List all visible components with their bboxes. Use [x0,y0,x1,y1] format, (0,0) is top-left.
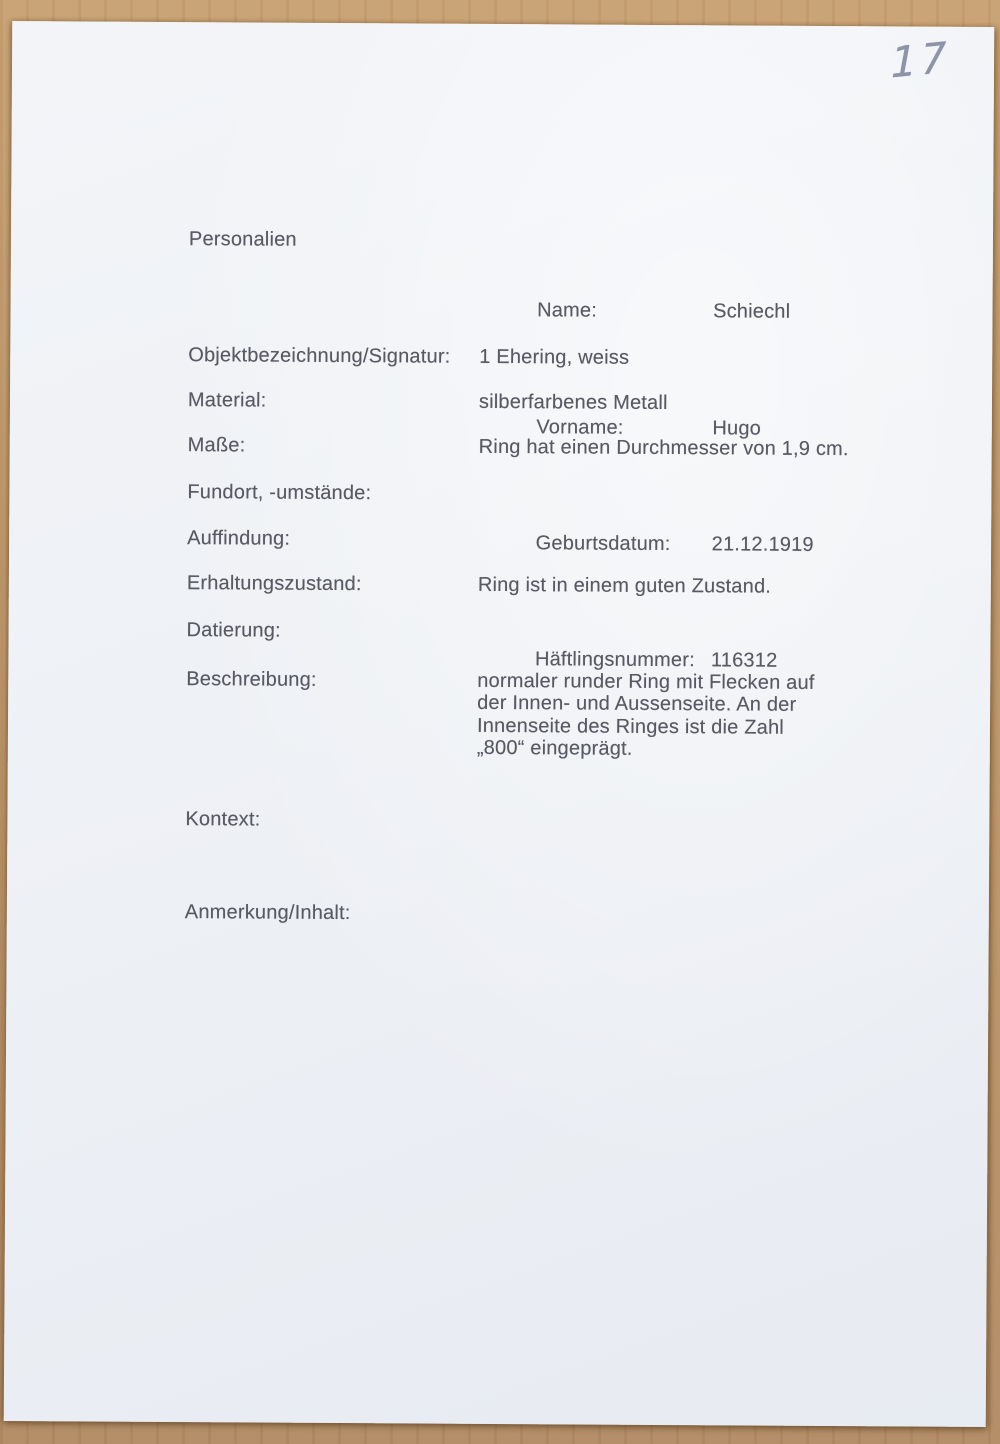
erhaltungszustand-value: Ring ist in einem guten Zustand. [477,573,772,598]
vorname-value: Hugo [712,416,762,440]
field-row-kontext [7,807,989,831]
geburtsdatum-label: Geburtsdatum: [535,532,671,555]
objektbezeichnung-label: Objektbezeichnung/Signatur: [188,344,451,368]
haeftlingsnummer-label: Häftlingsnummer: [534,648,695,672]
anmerkung-label: Anmerkung/Inhalt: [184,901,351,925]
name-value: Schiechl [713,300,791,324]
personalien-row-geburtsdatum [478,508,814,580]
masse-value: Ring hat einen Durchmesser von 1,9 cm. [478,435,849,461]
material-value: silberfarbenes Metall [478,390,668,415]
personalien-row-name [479,276,815,348]
objektbezeichnung-value: 1 Ehering, weiss [479,345,630,369]
personalien-section-label: Personalien [188,228,297,251]
field-row-anmerkung [7,900,989,925]
haeftlingsnummer-value: 116312 [710,649,778,672]
handwritten-page-number: 17 [885,32,955,89]
material-label: Material: [187,389,267,412]
beschreibung-label: Beschreibung: [186,668,317,691]
document-page [4,21,995,1427]
geburtsdatum-value: 21.12.1919 [711,533,814,556]
personalien-table [477,230,816,743]
masse-label: Maße: [187,434,246,457]
beschreibung-value: normaler runder Ring mit Flecken auf der Innen- und Aussenseite. An der Innenseite des Ringes ist die Zahl „800“ eingeprägt. [476,669,821,761]
datierung-label: Datierung: [186,619,281,642]
erhaltungszustand-label: Erhaltungszustand: [186,572,362,596]
kontext-label: Kontext: [185,808,261,831]
auffindung-label: Auffindung: [187,527,291,550]
fundort-label: Fundort, -umstände: [187,481,372,505]
name-label: Name: [537,299,598,322]
vorname-label: Vorname: [536,415,624,439]
